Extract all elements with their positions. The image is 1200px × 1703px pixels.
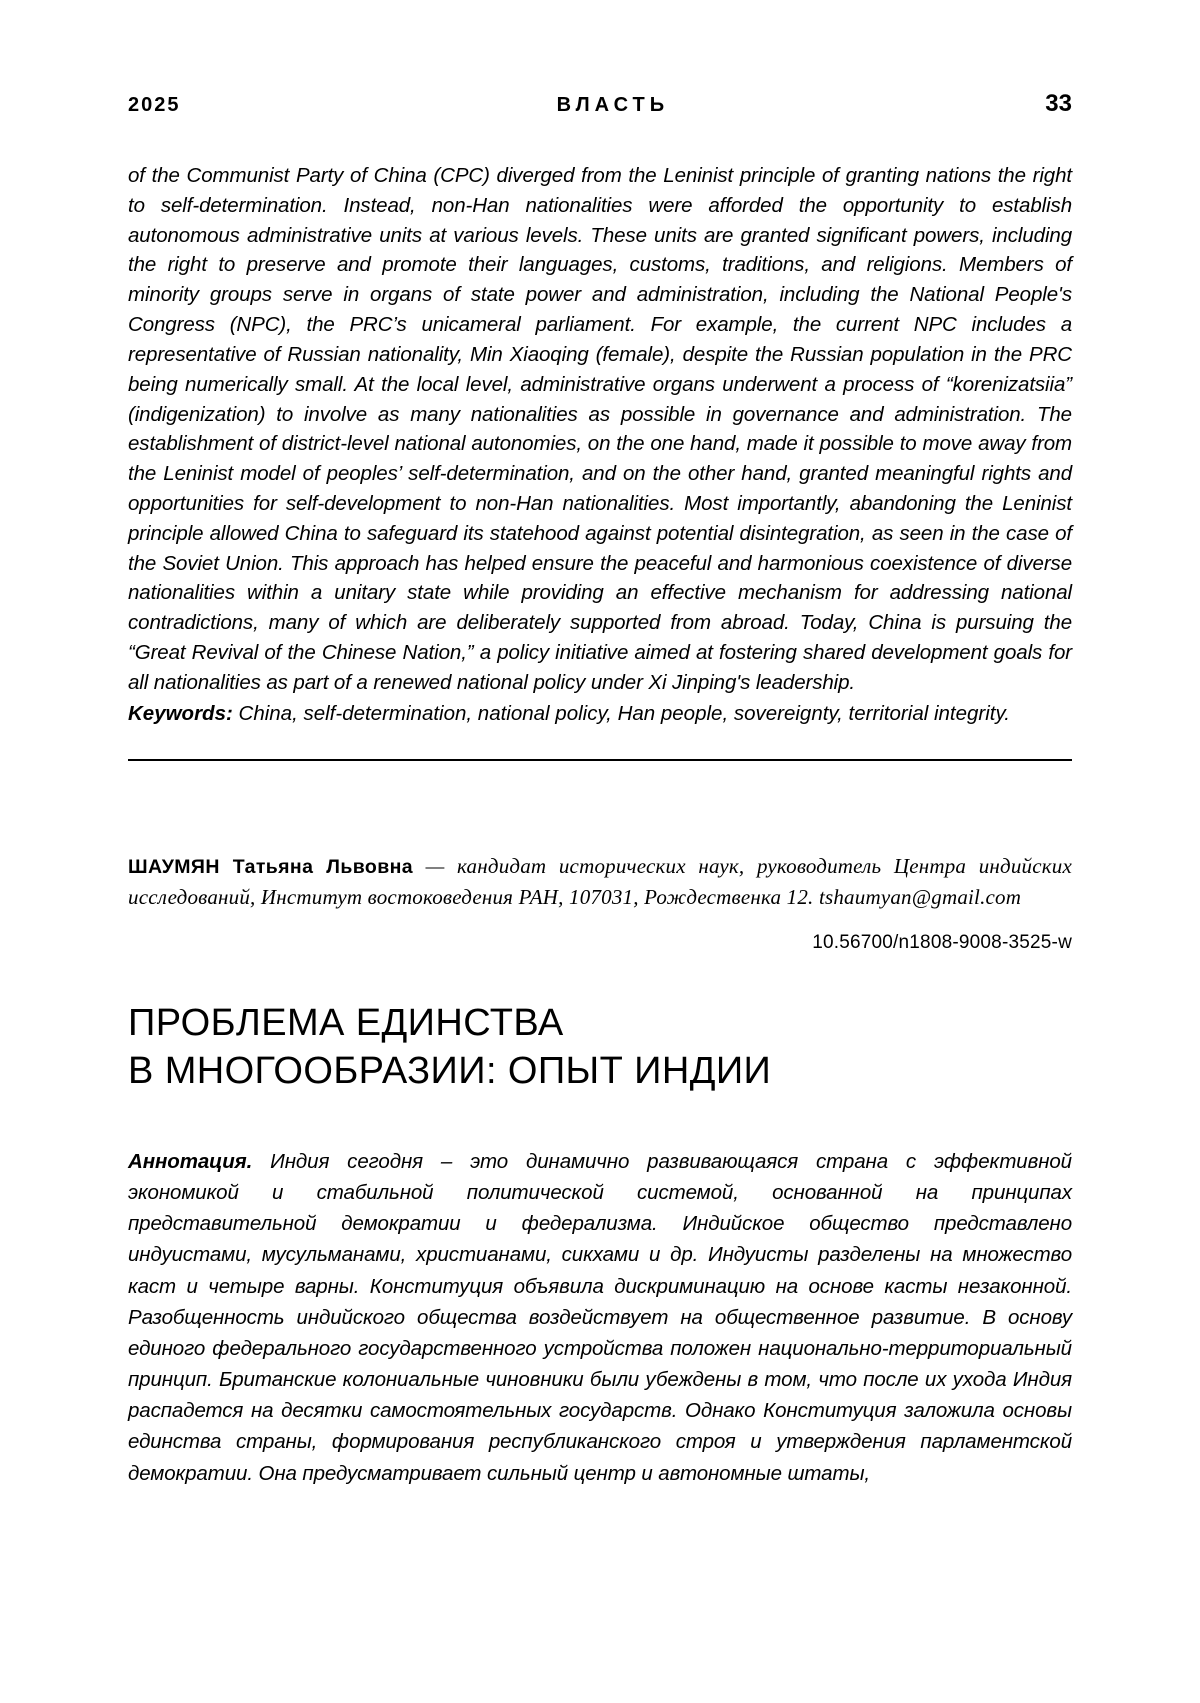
english-keywords — [128, 699, 1072, 729]
author-affiliation: — кандидат исторических наук, руководитель Центра индийских исследований, Институт востоковедения РАН, 107031, Рождественка 12. tshaumyan@gmail.com — [128, 854, 1072, 909]
running-head — [128, 90, 1072, 118]
article-title-line-1: ПРОБЛЕМА ЕДИНСТВА — [128, 1002, 564, 1045]
keywords-text: China, self-determination, national policy, Han people, sovereignty, territorial integrity. — [232, 701, 1010, 725]
article-title — [128, 1000, 1072, 1096]
keywords-label: Keywords: — [128, 701, 233, 725]
section-divider — [128, 759, 1072, 761]
running-head-year: 2025 — [128, 94, 181, 116]
russian-abstract — [128, 1146, 1072, 1489]
abstract-label: Аннотация. — [128, 1149, 253, 1173]
page-number: 33 — [1045, 90, 1072, 117]
article-title-line-2: В МНОГООБРАЗИИ: ОПЫТ ИНДИИ — [128, 1050, 772, 1093]
author-name: ШАУМЯН Татьяна Львовна — [128, 856, 414, 879]
running-head-journal-title: ВЛАСТЬ — [556, 94, 670, 116]
page-content — [128, 0, 1072, 1489]
doi: 10.56700/n1808-9008-3525-w — [812, 932, 1072, 954]
english-abstract-text: of the Communist Party of China (CPC) diverged from the Leninist principle of granting nations the right to self-determination. Instead, non-Han nationalities were afforded the opportunity to establish autonomous administrative units at various levels. These units are granted significant powers, including the right to preserve and promote their languages, customs, traditions, and religions. Members of minority groups serve in organs of state power and administration, including the National People's Congress (NPC), the PRC’s unicameral parliament. For example, the current NPC includes a representative of Russian nationality, Min Xiaoqing (female), despite the Russian population in the PRC being numerically small. At the local level, administrative organs underwent a process of “korenizatsiia” (indigenization) to involve as many nationalities as possible in governance and administration. The establishment of district-level national autonomies, on the one hand, made it possible to move away from the Leninist model of peoples’ self-determination, and on the other hand, granted meaningful rights and opportunities for self-development to non-Han nationalities. Most importantly, abandoning the Leninist principle allowed China to safeguard its statehood against potential disintegration, as seen in the case of the Soviet Union. This approach has helped ensure the peaceful and harmonious coexistence of diverse nationalities within a unitary state while providing an effective mechanism for addressing national contradictions, many of which are deliberately supported from abroad. Today, China is pursuing the “Great Revival of the Chinese Nation,” a policy initiative aimed at fostering shared development goals for all nationalities as part of a renewed national policy under Xi Jinping's leadership. — [128, 164, 1072, 694]
abstract-text: Индия сегодня – это динамично развивающаяся страна с эффективной экономикой и стабильной политической системой, основанной на принципах представительной демократии и федерализма. Индийское общество представлено индуистами, мусульманами, христианами, сикхами и др. Индуисты разделены на множество каст и четыре варны. Конституция объявила дискриминацию на основе касты незаконной. Разобщенность индийского общества воздействует на общественное развитие. В основу единого федерального государственного устройства положен национально-территориальный принцип. Британские колониальные чиновники были убеждены в том, что после их ухода Индия распадется на десятки самостоятельных государств. Однако Конституция заложила основы единства страны, формирования республиканского строя и утверждения парламентской демократии. Она предусматривает сильный центр и автономные штаты, — [128, 1149, 1072, 1485]
author-info — [128, 851, 1072, 912]
